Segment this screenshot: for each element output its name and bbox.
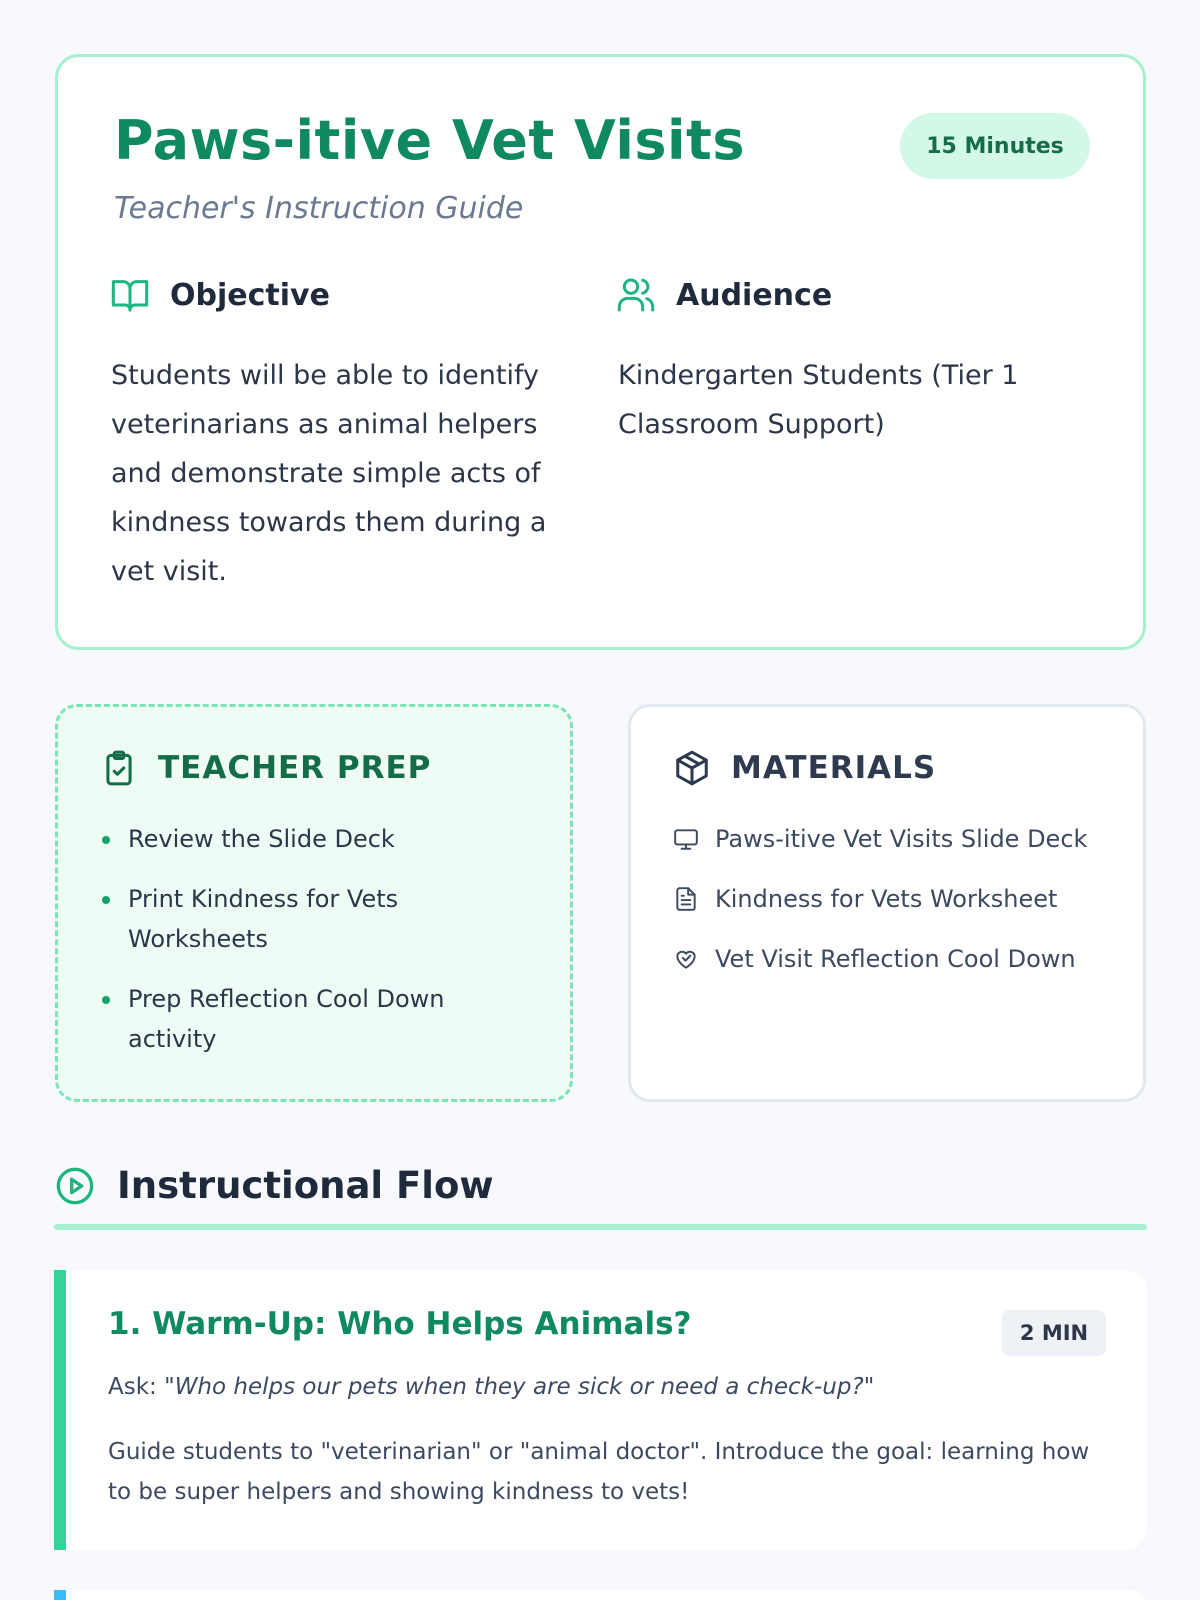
teacher-prep-list [100, 819, 540, 1079]
bullet-dot [102, 896, 110, 904]
bullet-dot [102, 996, 110, 1004]
list-item [100, 879, 540, 959]
step-title: 1. Warm-Up: Who Helps Animals? [108, 1306, 692, 1342]
monitor-icon [673, 826, 699, 852]
page-subtitle: Teacher's Instruction Guide [114, 191, 524, 226]
list-item [673, 819, 1113, 859]
teacher-prep-heading-label: TEACHER PREP [158, 750, 432, 786]
clipboard-check-icon [100, 749, 138, 787]
step-ask [108, 1374, 874, 1400]
list-item-label: Prep Reflection Cool Down activity [128, 985, 445, 1053]
list-item [673, 939, 1113, 979]
audience-heading [616, 275, 832, 315]
users-icon [616, 275, 656, 315]
play-circle-icon [55, 1166, 95, 1206]
list-item [100, 819, 540, 859]
list-item [100, 979, 540, 1059]
next-step-card [66, 1590, 1147, 1600]
list-item-label: Print Kindness for Vets Worksheets [128, 885, 399, 953]
lesson-header-card [55, 54, 1146, 650]
instructional-flow-heading [55, 1164, 494, 1207]
book-open-icon [110, 275, 150, 315]
list-item [673, 879, 1113, 919]
heart-handshake-icon [673, 946, 699, 972]
list-item-label: Paws-itive Vet Visits Slide Deck [715, 825, 1088, 853]
step-duration-badge: 2 MIN [1002, 1310, 1106, 1356]
list-item-label: Vet Visit Reflection Cool Down [715, 945, 1076, 973]
teacher-prep-card [55, 704, 573, 1102]
audience-heading-label: Audience [676, 277, 833, 313]
section-divider [54, 1224, 1147, 1230]
step-body: Guide students to "veterinarian" or "animal doctor". Introduce the goal: learning how to be super helpers and showing kindness to vets! [108, 1439, 1090, 1505]
step-ask-quote: "Who helps our pets when they are sick or need a check-up?" [164, 1374, 875, 1400]
objective-heading-label: Objective [170, 277, 330, 313]
instructional-flow-heading-label: Instructional Flow [117, 1164, 494, 1207]
next-step-accent [54, 1590, 66, 1600]
objective-heading [110, 275, 330, 315]
materials-heading [673, 749, 936, 787]
list-item-label: Kindness for Vets Worksheet [715, 885, 1058, 913]
materials-heading-label: MATERIALS [731, 750, 937, 786]
document-icon [673, 886, 699, 912]
page-title: Paws-itive Vet Visits [114, 109, 745, 172]
bullet-dot [102, 836, 110, 844]
objective-text: Students will be able to identify veterinarians as animal helpers and demonstrate simple acts of kindness towards them during a vet visit. [111, 360, 547, 587]
duration-badge: 15 Minutes [900, 113, 1090, 179]
step-ask-label: Ask: [108, 1374, 157, 1400]
materials-card [628, 704, 1146, 1102]
audience-text: Kindergarten Students (Tier 1 Classroom Support) [618, 360, 1019, 440]
teacher-prep-heading [100, 749, 431, 787]
materials-list [673, 819, 1113, 999]
package-icon [673, 749, 711, 787]
flow-step-card [54, 1270, 1147, 1550]
list-item-label: Review the Slide Deck [128, 825, 395, 853]
